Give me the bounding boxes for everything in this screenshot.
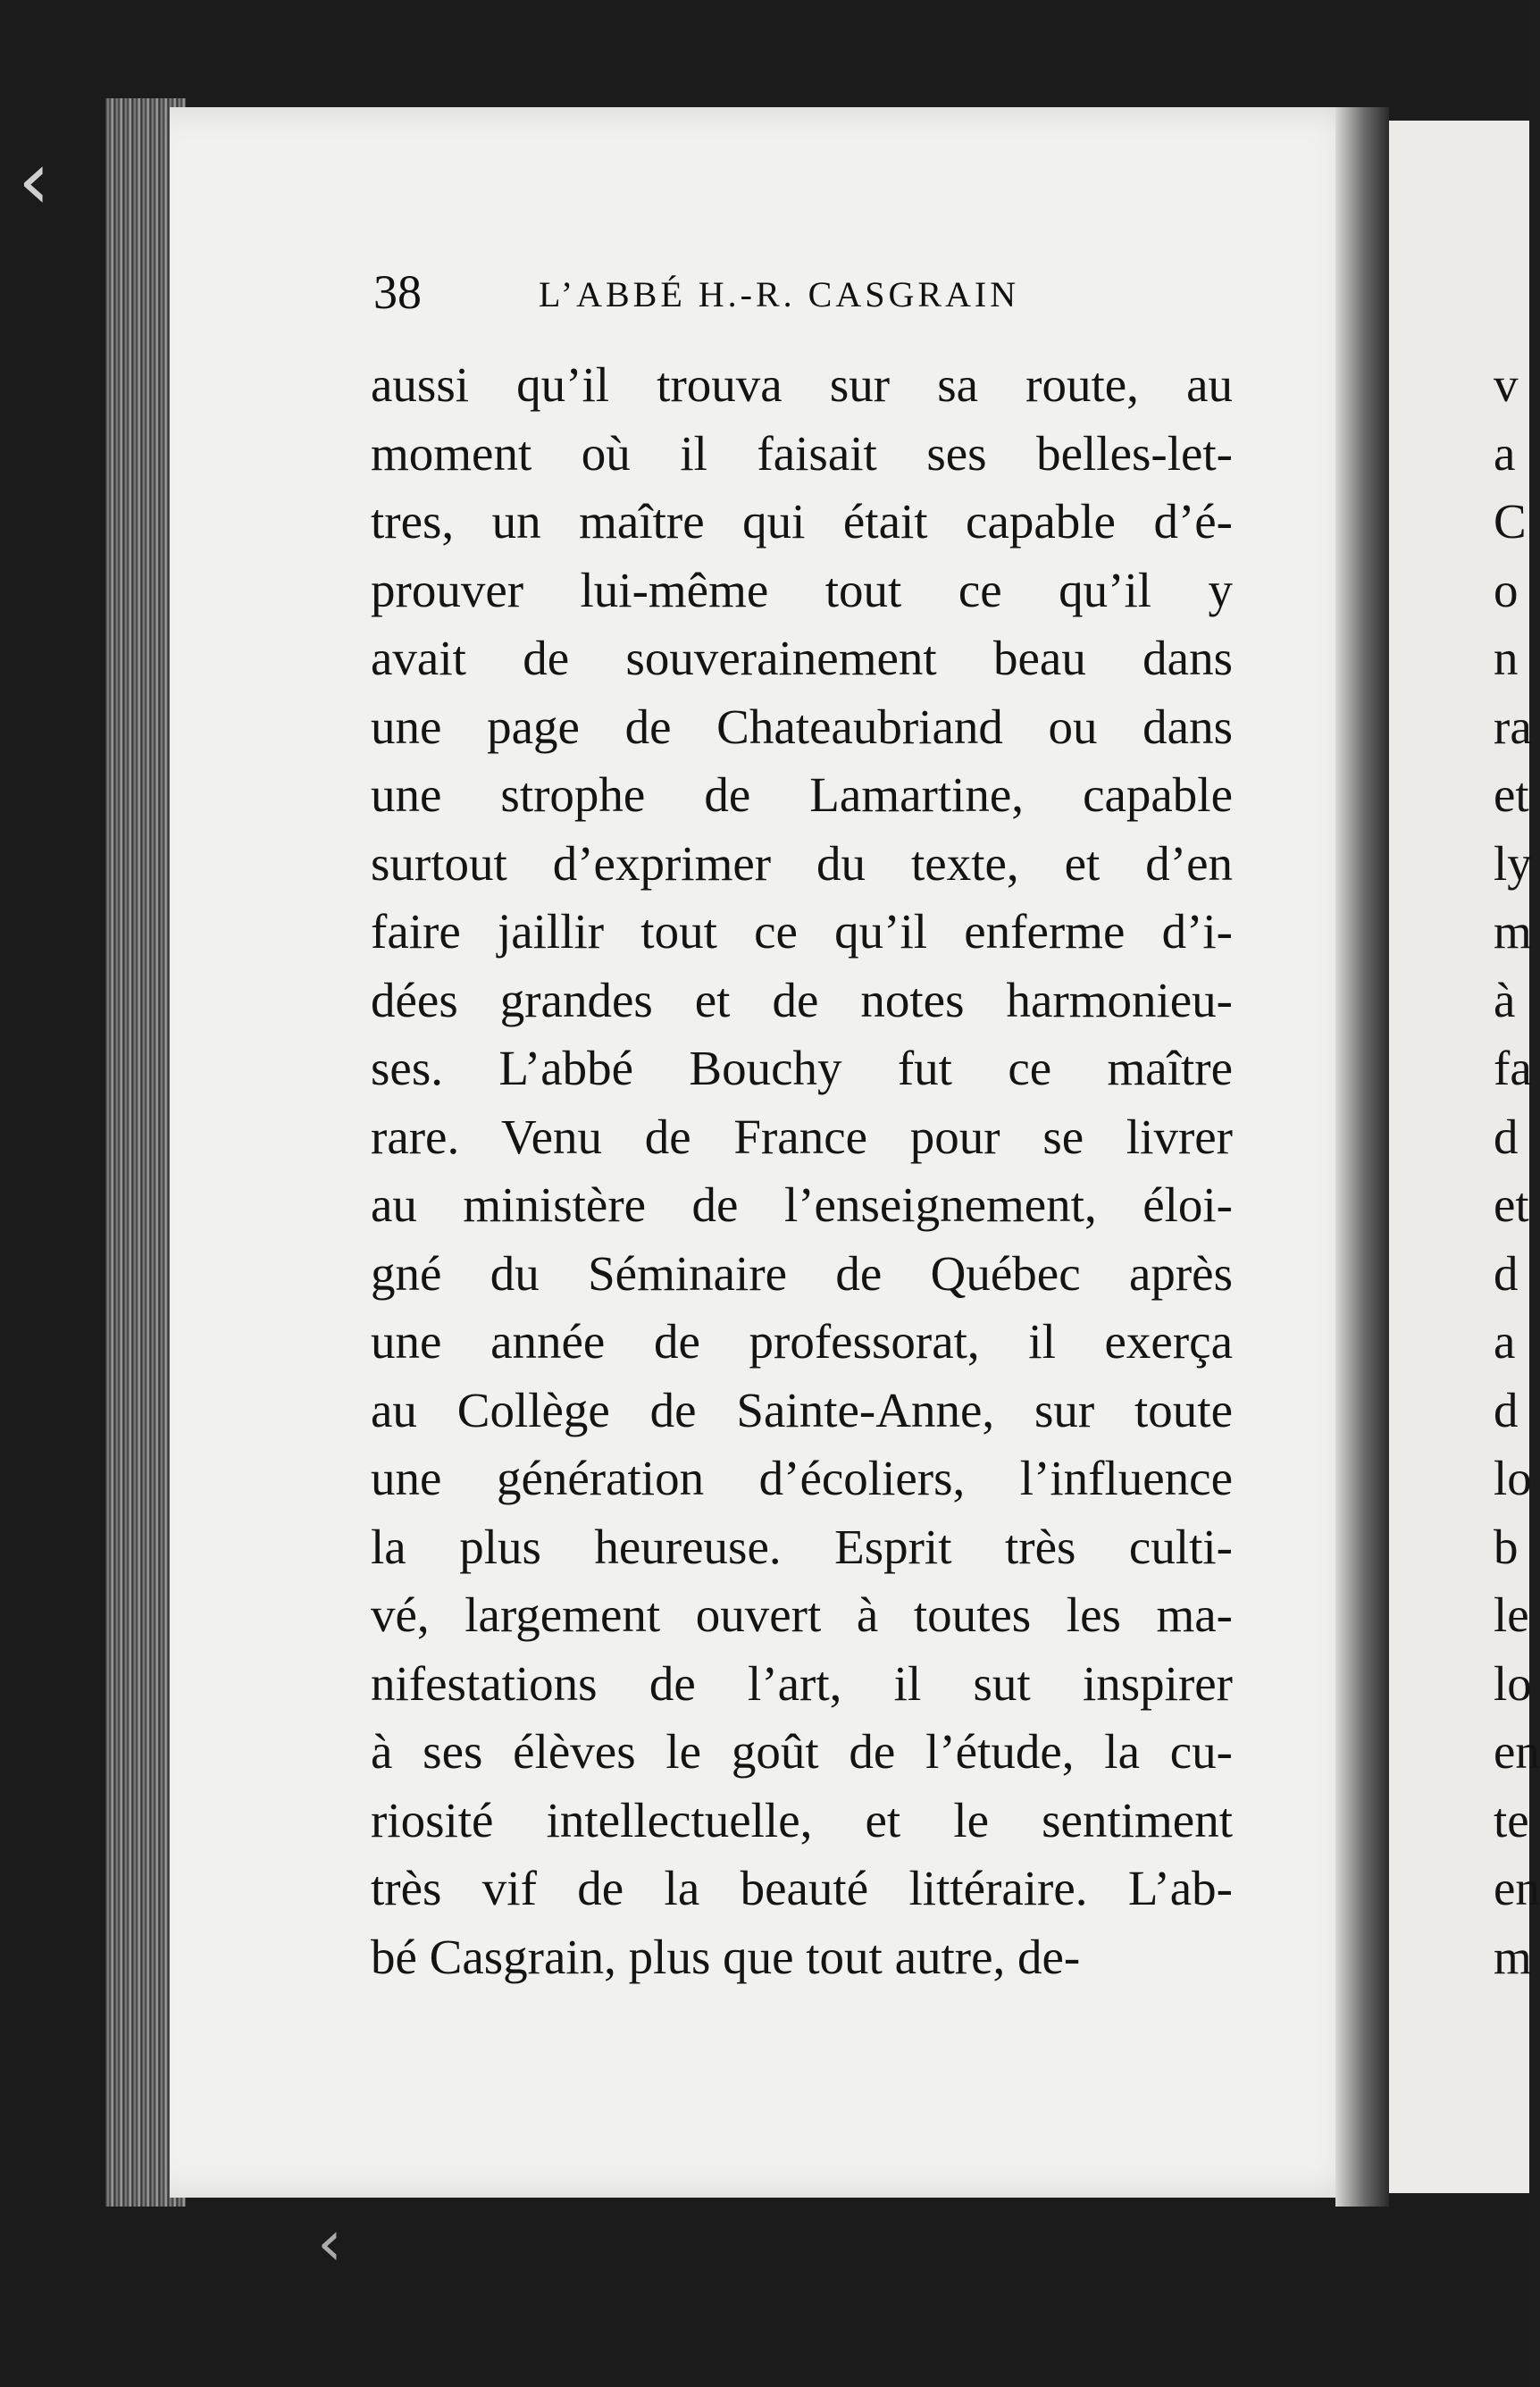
margin-mark: ‹ — [18, 134, 50, 228]
facing-text-fragment: te — [1494, 1792, 1529, 1847]
text-line: une génération d’écoliers, l’influence — [371, 1451, 1233, 1505]
text-line: prouver lui-même tout ce qu’il y — [371, 562, 1233, 617]
facing-text-fragment: le — [1494, 1587, 1529, 1642]
facing-text-fragment: ra — [1494, 699, 1532, 754]
text-line: surtout d’exprimer du texte, et d’en — [371, 835, 1233, 891]
text-line: nifestations de l’art, il sut inspirer — [371, 1655, 1233, 1711]
text-line: faire jaillir tout ce qu’il enferme d’i- — [371, 904, 1233, 959]
body-text — [371, 351, 1233, 1991]
text-line: dées grandes et de notes harmonieu- — [371, 972, 1233, 1027]
facing-text-fragment: en — [1494, 1724, 1540, 1779]
facing-text-fragment: m — [1494, 1929, 1532, 1984]
facing-text-fragment: lo — [1494, 1655, 1532, 1711]
text-line: aussi qu’il trouva sur sa route, au — [371, 357, 1233, 412]
text-line: à ses élèves le goût de l’étude, la cu- — [371, 1724, 1233, 1779]
text-line: rare. Venu de France pour se livrer — [371, 1109, 1233, 1164]
text-line: la plus heureuse. Esprit très culti- — [371, 1519, 1233, 1574]
facing-text-fragment: et — [1494, 1177, 1529, 1232]
facing-text-fragment: ly — [1494, 835, 1532, 891]
facing-text-fragment: a — [1494, 425, 1516, 481]
text-line: riosité intellectuelle, et le sentiment — [371, 1792, 1233, 1847]
page-number: 38 — [373, 265, 422, 319]
facing-page-text — [1494, 351, 1540, 1991]
facing-text-fragment: d — [1494, 1109, 1519, 1164]
facing-text-fragment: lo — [1494, 1451, 1532, 1505]
facing-text-fragment: à — [1494, 972, 1516, 1027]
facing-text-fragment: C — [1494, 494, 1527, 549]
text-line: avait de souverainement beau dans — [371, 631, 1233, 685]
facing-text-fragment: d — [1494, 1245, 1519, 1301]
facing-text-fragment: m — [1494, 904, 1532, 959]
book-gutter — [1335, 107, 1389, 2207]
text-line: vé, largement ouvert à toutes les ma- — [371, 1587, 1233, 1642]
text-line: au ministère de l’enseignement, éloi- — [371, 1177, 1233, 1232]
facing-text-fragment: b — [1494, 1519, 1519, 1574]
text-line: moment où il faisait ses belles-let- — [371, 425, 1233, 481]
facing-text-fragment: fa — [1494, 1041, 1532, 1095]
margin-mark: ‹ — [317, 2207, 342, 2280]
text-line: bé Casgrain, plus que tout autre, de- — [371, 1929, 1081, 1984]
text-line: une strophe de Lamartine, capable — [371, 767, 1233, 822]
running-head: L’ABBÉ H.-R. CASGRAIN — [539, 274, 1020, 314]
facing-text-fragment: v — [1494, 357, 1519, 412]
text-line: au Collège de Sainte-Anne, sur toute — [371, 1382, 1233, 1437]
facing-text-fragment: n — [1494, 631, 1519, 685]
text-line: une page de Chateaubriand ou dans — [371, 699, 1233, 754]
facing-text-fragment: o — [1494, 562, 1519, 617]
facing-text-fragment: a — [1494, 1314, 1516, 1369]
text-line: ses. L’abbé Bouchy fut ce maître — [371, 1041, 1233, 1095]
page-header — [373, 261, 1231, 323]
text-line: une année de professorat, il exerça — [371, 1314, 1233, 1369]
facing-text-fragment: d — [1494, 1382, 1519, 1437]
facing-text-fragment: en — [1494, 1861, 1540, 1915]
facing-text-fragment: et — [1494, 767, 1529, 822]
text-line: gné du Séminaire de Québec après — [371, 1245, 1233, 1301]
text-line: très vif de la beauté littéraire. L’ab- — [371, 1861, 1233, 1915]
text-line: tres, un maître qui était capable d’é- — [371, 494, 1233, 549]
